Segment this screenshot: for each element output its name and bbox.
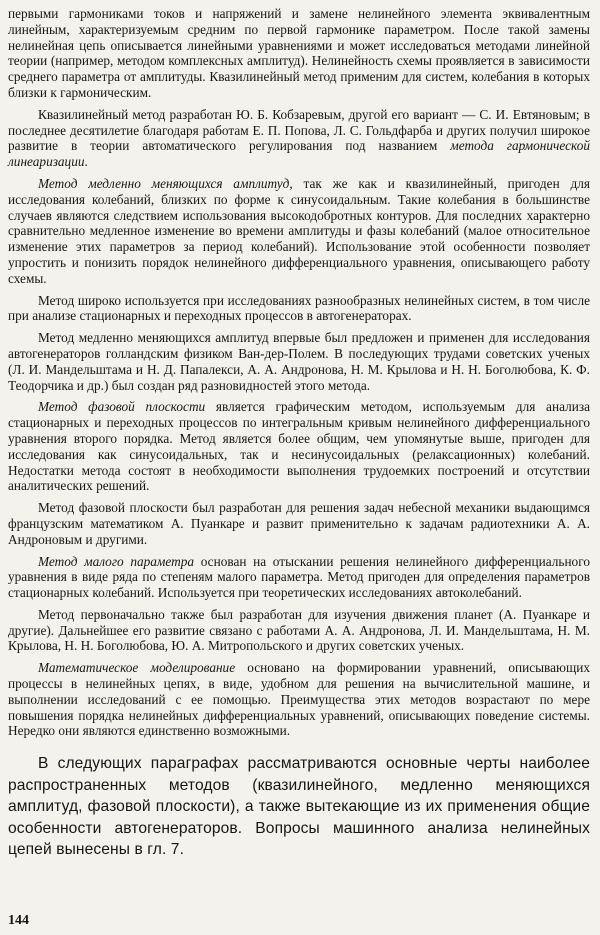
term-math-modeling: Математическое моделирование	[38, 660, 236, 676]
paragraph-poincare: Метод фазовой плоскости был разработан для решения задач небесной механики выдающимся французским математиком А. Пуанкаре и развит применительно к задачам радиотехники А. А. Андроновым и другими.	[8, 500, 590, 547]
paragraph-small-parameter: Метод малого параметра основан на отыскании решения нелинейного дифференциального уравнения в виде ряда по степеням малого параметра. Метод пригоден для определения параметров стационарных колебаний. Используется при теоретических исследованиях автоколебаний.	[8, 553, 590, 601]
term-small-parameter: Метод малого параметра	[38, 553, 195, 569]
paragraph-van-der-pol: Метод медленно меняющихся амплитуд впервые был предложен и применен для исследования автогенераторов голландским физиком Ван-дер-Полем. В последующих трудами советских ученых (Л. И. Мандельштама и Н. Д. Папалекси, А. А. Андронова, Н. М. Крылова и Н. Н. Боголюбова, К. Ф. Теодорчика и др.) был создан ряд разновидностей этого метода.	[8, 330, 590, 393]
paragraph-phase-plane: Метод фазовой плоскости является графическим методом, используемым для анализа стационарных и переходных процессов по интегральным кривым нелинейного дифференциального уравнения второго порядка. Метод является более общим, чем упомянутые выше, пригоден для исследования как синусоидальных, так и несинусоидальных (релаксационных) колебаний. Недостатки метода состоят в необходимости выполнения трудоемких построений и отсутствии аналитических решений.	[8, 399, 590, 494]
page-number: 144	[8, 913, 29, 928]
paragraph-method-usage: Метод широко используется при исследованиях разнообразных нелинейных систем, в том числе при анализе стационарных и переходных процессов в автогенераторах.	[8, 292, 590, 324]
term-slow-amplitudes: Метод медленно меняющихся амплитуд	[38, 175, 290, 191]
paragraph-planet-motion: Метод первоначально также был разработан для изучения движения планет (А. Пуанкаре и другие). Дальнейшее его развитие связано с работами А. А. Андронова, Л. И. Мандельштама, Н. М. Крылова, Н. Н. Боголюбова, Ю. А. Митропольского и других советских ученых.	[8, 606, 590, 654]
paragraph-quasilinear-authors: Квазилинейный метод разработан Ю. Б. Кобзаревым, другой его вариант — С. И. Евтяновым; в последнее десятилетие благодаря работам Е. П. Попова, Л. С. Гольдфарба и других получил широкое развитие в теории автоматического регулирования под названием метода гармонической линеаризации.	[8, 106, 591, 170]
paragraph-quasilinear-intro: первыми гармониками токов и напряжений и замене нелинейного элемента эквивалентным линейным, характеризуемым средним по первой гармонике параметром. После такой замены нелинейная цепь описывается линейными уравнениями и может исследоваться методами линейной теории (например, методом комплексных амплитуд). Нелинейность схемы проявляется в зависимости среднего параметра от амплитуды. Квазилинейный метод применим для систем, колебания в которых близки к гармоническим.	[8, 6, 590, 100]
closing-paragraph: В следующих параграфах рассматриваются основные черты наиболее распространенных методов (квазилинейного, медленно меняющихся амплитуд, фазовой плоскости), а также вытекающие из их применения общие особенности автогенераторов. Вопросы машинного анализа нелинейных цепей вынесены в гл. 7.	[8, 755, 590, 859]
paragraph-slow-amplitudes: Метод медленно меняющихся амплитуд, так же как и квазилинейный, пригоден для исследования колебаний, близких по форме к синусоидальным. Такие колебания в большинстве случаев являются следствием использования высокодобротных контуров. Для последних характерно сравнительно медленное изменение во времени амплитуды и фазы колебаний (малое относительное изменение этих параметров за период колебаний). Использование этой особенности позволяет упростить и понизить порядок нелинейного дифференциального уравнения, описывающего работу схемы.	[8, 175, 590, 286]
term-harmonic-linearization: метода гармонической линеаризации	[8, 138, 591, 170]
paragraph-math-modeling: Математическое моделирование основано на формировании уравнений, описывающих процессы в нелинейных цепях, в виде, удобном для решения на вычислительной машине, и выполнении исследований с ее помощью. Преимущества этих методов возрастают по мере повышения порядка нелинейных дифференциальных уравнений, описывающих поведение системы. Нередко они являются единственно возможными.	[8, 660, 590, 739]
term-phase-plane: Метод фазовой плоскости	[38, 399, 206, 415]
